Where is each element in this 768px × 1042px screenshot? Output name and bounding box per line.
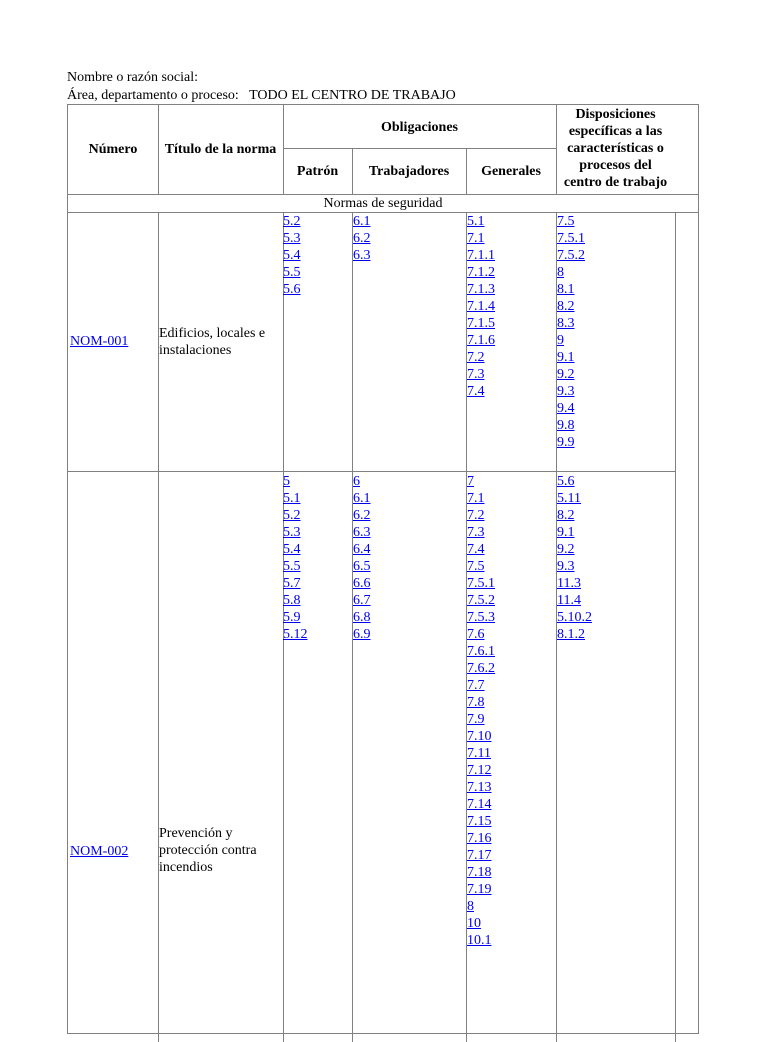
section-ref-item xyxy=(467,592,495,609)
section-ref-item xyxy=(557,213,585,230)
section-ref-item xyxy=(283,473,308,490)
col-header-disposiciones-line: Disposiciones xyxy=(575,107,656,122)
section-ref-item xyxy=(353,507,371,524)
section-ref-link[interactable]: 10 xyxy=(467,916,481,931)
section-ref-item xyxy=(353,592,371,609)
section-ref-link[interactable]: 7.19 xyxy=(467,882,492,897)
section-ref-link[interactable]: 7.5.1 xyxy=(467,576,495,591)
section-ref-link[interactable]: 6.2 xyxy=(353,508,371,523)
section-ref-item xyxy=(467,524,495,541)
section-ref-item xyxy=(557,349,585,366)
disposiciones-links xyxy=(557,473,592,643)
section-ref-item xyxy=(353,490,371,507)
norm-title-line: Prevención y xyxy=(159,826,233,841)
col-header-disposiciones-line: centro de trabajo xyxy=(563,175,668,190)
section-ref-item xyxy=(557,417,585,434)
section-ref-link[interactable]: 8.2 xyxy=(557,299,575,314)
section-ref-link[interactable]: 7.1.2 xyxy=(467,265,495,280)
section-ref-item xyxy=(467,660,495,677)
section-ref-item xyxy=(353,524,371,541)
section-ref-item xyxy=(467,281,495,298)
section-ref-item xyxy=(557,264,585,281)
section-ref-item xyxy=(467,349,495,366)
section-ref-item xyxy=(283,541,308,558)
section-ref-link[interactable]: 11.4 xyxy=(557,593,581,608)
section-ref-link[interactable]: 7.5.2 xyxy=(557,248,585,263)
section-ref-item xyxy=(467,711,495,728)
section-ref-link[interactable]: 6.8 xyxy=(353,610,371,625)
section-ref-item xyxy=(283,524,308,541)
section-ref-item xyxy=(557,434,585,451)
section-ref-item xyxy=(557,332,585,349)
section-ref-item xyxy=(467,315,495,332)
section-ref-link[interactable]: 9.2 xyxy=(557,542,575,557)
section-ref-link[interactable]: 7.5 xyxy=(557,214,575,229)
section-ref-link[interactable]: 8.1 xyxy=(557,282,575,297)
norm-title-line: instalaciones xyxy=(159,343,232,358)
section-ref-item xyxy=(557,383,585,400)
section-ref-item xyxy=(557,575,592,592)
section-ref-item xyxy=(557,366,585,383)
col-header-disposiciones-line: características o xyxy=(567,141,664,156)
norm-title-line: incendios xyxy=(159,860,213,875)
section-ref-item xyxy=(557,626,592,643)
section-ref-item xyxy=(353,541,371,558)
section-ref-link[interactable]: 7.8 xyxy=(467,695,485,710)
section-ref-link[interactable]: 7.1.1 xyxy=(467,248,495,263)
section-ref-link[interactable]: 7.1.3 xyxy=(467,282,495,297)
generales-links xyxy=(467,473,495,949)
section-ref-item xyxy=(283,626,308,643)
section-ref-item xyxy=(467,745,495,762)
section-ref-link[interactable]: 9.9 xyxy=(557,435,575,450)
section-ref-link[interactable]: 5.5 xyxy=(283,559,301,574)
patron-links xyxy=(283,473,308,643)
section-ref-item xyxy=(467,230,495,247)
section-ref-link[interactable]: 5.5 xyxy=(283,265,301,280)
section-ref-link[interactable]: 5 xyxy=(283,474,290,489)
section-ref-link[interactable]: 5.1 xyxy=(283,491,301,506)
section-ref-link[interactable]: 5.9 xyxy=(283,610,301,625)
section-ref-item xyxy=(283,230,301,247)
section-ref-item xyxy=(283,592,308,609)
norms-table xyxy=(67,104,699,1034)
section-ref-link[interactable]: 7 xyxy=(467,474,474,489)
section-ref-item xyxy=(467,932,495,949)
col-header-disposiciones-line: procesos del xyxy=(579,158,652,173)
section-ref-link[interactable]: 7.14 xyxy=(467,797,492,812)
section-ref-item xyxy=(557,507,592,524)
section-ref-item xyxy=(467,507,495,524)
section-ref-link[interactable]: 5.6 xyxy=(557,474,575,489)
grid-line xyxy=(68,212,698,213)
disposiciones-links xyxy=(557,213,585,451)
section-ref-link[interactable]: 5.2 xyxy=(283,508,301,523)
section-ref-item xyxy=(283,507,308,524)
section-ref-link[interactable]: 5.6 xyxy=(283,282,301,297)
section-ref-item xyxy=(467,473,495,490)
section-ref-item xyxy=(353,213,371,230)
section-ref-link[interactable]: 6.3 xyxy=(353,248,371,263)
section-ref-link[interactable]: 7.1.5 xyxy=(467,316,495,331)
section-ref-link[interactable]: 5.4 xyxy=(283,542,301,557)
norm-title-line: protección contra xyxy=(159,843,257,858)
section-ref-item xyxy=(467,694,495,711)
section-ref-item xyxy=(557,524,592,541)
company-name-line xyxy=(67,69,198,86)
grid-line xyxy=(675,212,676,1042)
section-ref-link[interactable]: 7.5.1 xyxy=(557,231,585,246)
trabajadores-links xyxy=(353,473,371,643)
section-ref-link[interactable]: 5.3 xyxy=(283,525,301,540)
section-ref-link[interactable]: 9.3 xyxy=(557,384,575,399)
section-ref-link[interactable]: 7.4 xyxy=(467,384,485,399)
section-ref-item xyxy=(467,366,495,383)
section-ref-item xyxy=(467,609,495,626)
section-ref-item xyxy=(557,247,585,264)
section-ref-link[interactable]: 7.15 xyxy=(467,814,492,829)
section-ref-item xyxy=(353,558,371,575)
section-ref-link[interactable]: 5.8 xyxy=(283,593,301,608)
nom-002-link[interactable]: NOM-002 xyxy=(70,844,129,859)
col-header-generales: Generales xyxy=(481,164,541,179)
section-ref-item xyxy=(353,247,371,264)
section-ref-link[interactable]: 5.7 xyxy=(283,576,301,591)
section-ref-link[interactable]: 9.1 xyxy=(557,525,575,540)
section-ref-item xyxy=(353,230,371,247)
section-ref-item xyxy=(467,796,495,813)
col-header-disposiciones-line: específicas a las xyxy=(568,124,663,139)
section-title: Normas de seguridad xyxy=(323,196,443,211)
section-ref-link[interactable]: 7.9 xyxy=(467,712,485,727)
section-ref-link[interactable]: 9.8 xyxy=(557,418,575,433)
section-ref-item xyxy=(283,247,301,264)
section-ref-item xyxy=(283,575,308,592)
col-header-titulo: Título de la norma xyxy=(164,142,277,157)
section-ref-item xyxy=(467,677,495,694)
section-ref-item xyxy=(557,490,592,507)
col-header-trabajadores: Trabajadores xyxy=(368,164,450,179)
section-ref-link[interactable]: 5.10.2 xyxy=(557,610,592,625)
section-ref-link[interactable]: 9 xyxy=(557,333,564,348)
section-ref-link[interactable]: 7.5.2 xyxy=(467,593,495,608)
section-ref-link[interactable]: 11.3 xyxy=(557,576,581,591)
section-ref-item xyxy=(467,915,495,932)
section-ref-item xyxy=(467,247,495,264)
grid-line xyxy=(68,471,675,472)
section-ref-item xyxy=(353,473,371,490)
patron-links xyxy=(283,213,301,298)
section-ref-item xyxy=(467,762,495,779)
section-ref-item xyxy=(467,332,495,349)
section-ref-item xyxy=(557,281,585,298)
company-name-label: Nombre o razón social: xyxy=(67,70,199,85)
section-ref-item xyxy=(557,315,585,332)
col-header-patron: Patrón xyxy=(296,164,339,179)
section-ref-link[interactable]: 6.9 xyxy=(353,627,371,642)
section-ref-item xyxy=(467,383,495,400)
section-ref-item xyxy=(557,400,585,417)
section-ref-link[interactable]: 7.3 xyxy=(467,367,485,382)
section-ref-link[interactable]: 7.2 xyxy=(467,508,485,523)
section-ref-item xyxy=(353,626,371,643)
section-ref-link[interactable]: 7.1 xyxy=(467,491,485,506)
section-ref-item xyxy=(467,830,495,847)
section-ref-link[interactable]: 6.1 xyxy=(353,491,371,506)
section-ref-item xyxy=(283,264,301,281)
section-ref-link[interactable]: 6.1 xyxy=(353,214,371,229)
area-line xyxy=(67,87,456,104)
section-ref-item xyxy=(353,575,371,592)
section-ref-link[interactable]: 10.1 xyxy=(467,933,492,948)
section-ref-item xyxy=(283,213,301,230)
section-ref-link[interactable]: 7.13 xyxy=(467,780,492,795)
section-ref-item xyxy=(283,609,308,626)
section-ref-item xyxy=(467,541,495,558)
section-ref-item xyxy=(467,298,495,315)
section-ref-link[interactable]: 9.4 xyxy=(557,401,575,416)
norm-title xyxy=(159,325,281,359)
section-ref-link[interactable]: 6.7 xyxy=(353,593,371,608)
section-ref-link[interactable]: 6.5 xyxy=(353,559,371,574)
section-ref-link[interactable]: 7.1.4 xyxy=(467,299,495,314)
generales-links xyxy=(467,213,495,400)
norm-title-line: Edificios, locales e xyxy=(159,326,266,341)
section-ref-item xyxy=(467,864,495,881)
section-ref-link[interactable]: 6.3 xyxy=(353,525,371,540)
section-ref-link[interactable]: 6.6 xyxy=(353,576,371,591)
section-ref-item xyxy=(557,609,592,626)
section-ref-link[interactable]: 7.3 xyxy=(467,525,485,540)
section-ref-link[interactable]: 7.5.3 xyxy=(467,610,495,625)
section-ref-item xyxy=(557,541,592,558)
section-ref-link[interactable]: 5.3 xyxy=(283,231,301,246)
section-ref-link[interactable]: 8.3 xyxy=(557,316,575,331)
section-ref-item xyxy=(283,558,308,575)
section-ref-item xyxy=(467,898,495,915)
section-ref-link[interactable]: 7.11 xyxy=(467,746,491,761)
section-ref-item xyxy=(467,264,495,281)
section-ref-item xyxy=(557,592,592,609)
section-ref-link[interactable]: 7.10 xyxy=(467,729,492,744)
section-ref-link[interactable]: 6.2 xyxy=(353,231,371,246)
section-ref-link[interactable]: 5.4 xyxy=(283,248,301,263)
section-ref-link[interactable]: 7.18 xyxy=(467,865,492,880)
section-ref-link[interactable]: 7.6 xyxy=(467,627,485,642)
section-ref-link[interactable]: 8.2 xyxy=(557,508,575,523)
section-ref-link[interactable]: 5.2 xyxy=(283,214,301,229)
section-ref-item xyxy=(467,881,495,898)
trabajadores-links xyxy=(353,213,371,264)
grid-line xyxy=(283,148,556,149)
section-ref-link[interactable]: 9.1 xyxy=(557,350,575,365)
section-ref-link[interactable]: 7.4 xyxy=(467,542,485,557)
section-ref-item xyxy=(467,575,495,592)
section-ref-link[interactable]: 8 xyxy=(467,899,474,914)
section-ref-link[interactable]: 7.6.2 xyxy=(467,661,495,676)
section-ref-item xyxy=(467,847,495,864)
section-ref-link[interactable]: 7.12 xyxy=(467,763,492,778)
section-ref-item xyxy=(557,558,592,575)
section-ref-link[interactable]: 6 xyxy=(353,474,360,489)
section-ref-link[interactable]: 8 xyxy=(557,265,564,280)
section-ref-item xyxy=(467,728,495,745)
section-ref-link[interactable]: 9.3 xyxy=(557,559,575,574)
section-ref-link[interactable]: 7.5 xyxy=(467,559,485,574)
section-ref-link[interactable]: 7.6.1 xyxy=(467,644,495,659)
section-ref-item xyxy=(467,558,495,575)
section-ref-item xyxy=(557,230,585,247)
section-ref-link[interactable]: 7.1 xyxy=(467,231,485,246)
col-header-disposiciones xyxy=(556,106,675,191)
norm-title xyxy=(159,825,281,876)
section-ref-link[interactable]: 7.17 xyxy=(467,848,492,863)
section-ref-link[interactable]: 8.1.2 xyxy=(557,627,585,642)
section-ref-link[interactable]: 7.1.6 xyxy=(467,333,495,348)
section-ref-item xyxy=(353,609,371,626)
section-ref-link[interactable]: 5.12 xyxy=(283,627,308,642)
section-ref-item xyxy=(557,298,585,315)
section-ref-link[interactable]: 6.4 xyxy=(353,542,371,557)
section-ref-item xyxy=(557,473,592,490)
section-ref-item xyxy=(467,643,495,660)
col-header-numero: Número xyxy=(88,142,138,157)
section-ref-item xyxy=(467,626,495,643)
section-ref-item xyxy=(467,813,495,830)
col-header-obligaciones: Obligaciones xyxy=(380,120,458,135)
area-label: Área, departamento o proceso: xyxy=(67,88,239,103)
section-ref-link[interactable]: 7.7 xyxy=(467,678,485,693)
nom-001-link[interactable]: NOM-001 xyxy=(70,334,129,349)
section-ref-item xyxy=(283,281,301,298)
section-ref-link[interactable]: 7.2 xyxy=(467,350,485,365)
section-ref-link[interactable]: 9.2 xyxy=(557,367,575,382)
section-ref-link[interactable]: 5.1 xyxy=(467,214,485,229)
section-ref-link[interactable]: 7.16 xyxy=(467,831,492,846)
section-ref-item xyxy=(467,779,495,796)
section-ref-item xyxy=(467,490,495,507)
section-ref-link[interactable]: 5.11 xyxy=(557,491,581,506)
section-ref-item xyxy=(467,213,495,230)
area-value: TODO EL CENTRO DE TRABAJO xyxy=(249,88,456,103)
section-ref-item xyxy=(283,490,308,507)
